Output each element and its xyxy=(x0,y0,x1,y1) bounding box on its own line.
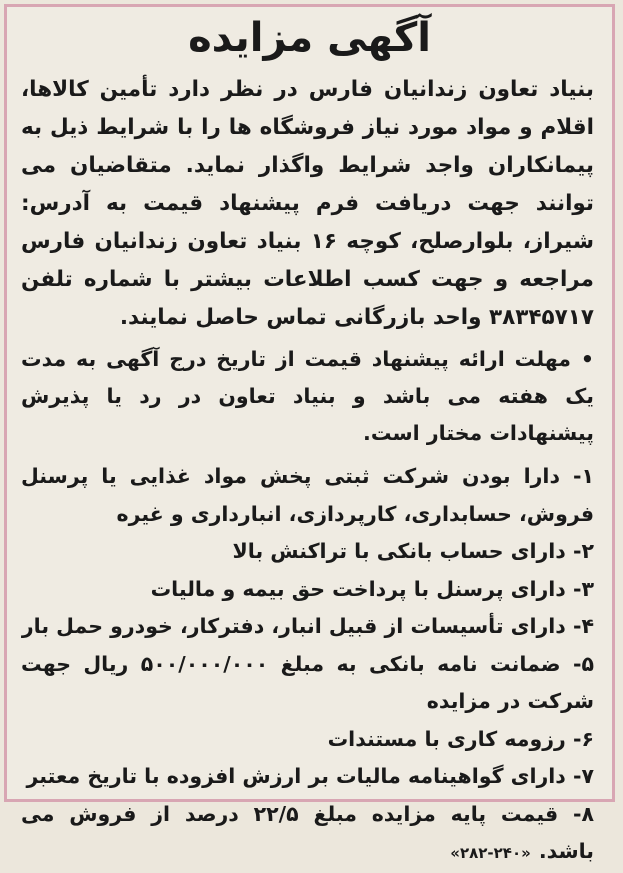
condition-text: دارای پرسنل با پرداخت حق بیمه و مالیات xyxy=(150,576,566,601)
condition-number: ۱- xyxy=(572,464,594,488)
condition-item xyxy=(21,571,594,609)
condition-text: دارای تأسیسات از قبیل انبار، دفترکار، خودرو حمل بار xyxy=(21,614,566,638)
intro-paragraph: بنیاد تعاون زندانیان فارس در نظر دارد تأمین کالاها، اقلام و مواد مورد نیاز فروشگاه ها را با شرایط ذیل به پیمانکاران واجد شرایط واگذار نماید. متقاضیان می توانند جهت دریافت فرم پیشنهاد قیمت به آدرس: شیراز، بلوارصلح، کوچه ۱۶ بنیاد تعاون زندانیان فارس مراجعه و جهت کسب اطلاعات بیشتر با شماره تلفن ۳۸۳۴۵۷۱۷ واحد بازرگانی تماس حاصل نمایند. xyxy=(21,77,594,330)
condition-text: قیمت پایه مزایده مبلغ ۲۲/۵ درصد از فروش می باشد. xyxy=(21,801,594,863)
condition-number: ۸- xyxy=(572,801,594,826)
condition-number: ۷- xyxy=(572,764,594,788)
condition-number: ۴- xyxy=(572,614,594,638)
condition-number: ۳- xyxy=(572,576,594,601)
condition-text: رزومه کاری با مستندات xyxy=(327,726,566,751)
condition-item xyxy=(21,721,594,759)
notice-body xyxy=(21,71,594,873)
condition-text: دارا بودن شرکت ثبتی پخش مواد غذایی یا پرسنل فروش، حسابداری، کارپردازی، انبارداری و غیره xyxy=(21,464,594,526)
condition-item xyxy=(21,758,594,796)
condition-item xyxy=(21,533,594,571)
notice-title: آگهی مزایده xyxy=(188,15,431,61)
condition-number: ۶- xyxy=(572,726,594,751)
condition-text: ضمانت نامه بانکی به مبلغ ۵۰۰/۰۰۰/۰۰۰ ریال جهت شرکت در مزایده xyxy=(21,651,594,713)
condition-text: دارای حساب بانکی با تراکنش بالا xyxy=(232,539,566,563)
notice-frame xyxy=(4,4,615,863)
condition-item xyxy=(21,796,594,873)
condition-item xyxy=(21,608,594,646)
condition-item xyxy=(21,458,594,533)
condition-text: دارای گواهینامه مالیات بر ارزش افزوده با تاریخ معتبر xyxy=(26,764,566,788)
conditions-list xyxy=(21,458,594,873)
condition-number: ۲- xyxy=(572,539,594,563)
ad-code: «۲۸۲-۲۴۰» xyxy=(450,844,531,862)
deadline-notice: • مهلت ارائه پیشنهاد قیمت از تاریخ درج آگهی به مدت یک هفته می باشد و بنیاد تعاون در رد یا پذیرش پیشنهادات مختار است. xyxy=(21,347,594,445)
condition-item xyxy=(21,646,594,721)
condition-number: ۵- xyxy=(572,651,595,676)
